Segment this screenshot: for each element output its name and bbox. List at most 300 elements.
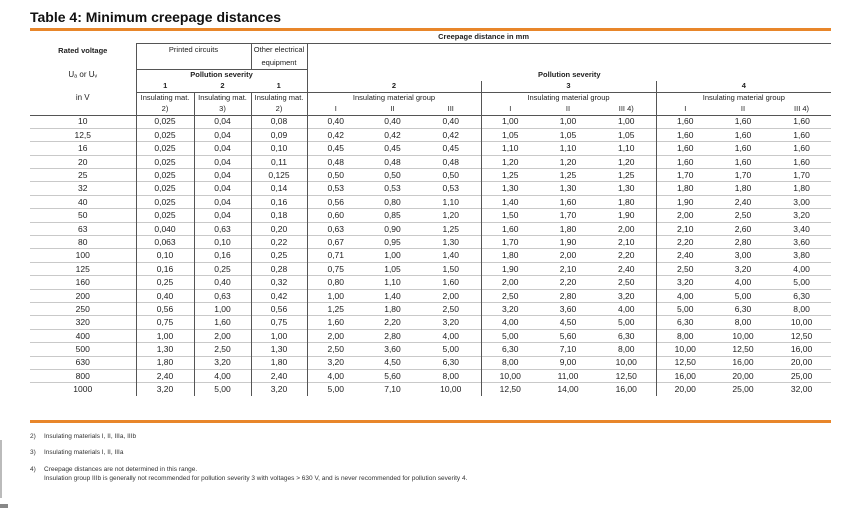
value-cell: 12,50 xyxy=(772,329,831,342)
pollution-severity-header: Pollution severity xyxy=(136,69,307,81)
value-cell: 1,90 xyxy=(539,236,597,249)
value-cell: 0,53 xyxy=(421,182,481,195)
value-cell: 8,00 xyxy=(656,329,714,342)
value-cell: 3,60 xyxy=(364,343,421,356)
value-cell: 1,60 xyxy=(481,222,539,235)
voltage-cell: 125 xyxy=(30,262,136,275)
value-cell: 0,56 xyxy=(136,302,194,315)
value-cell: 5,00 xyxy=(714,289,772,302)
value-cell: 12,50 xyxy=(714,343,772,356)
value-cell: 0,71 xyxy=(307,249,364,262)
value-cell: 16,00 xyxy=(772,343,831,356)
value-cell: 0,04 xyxy=(194,115,251,128)
value-cell: 32,00 xyxy=(772,383,831,396)
sub-header-cell: III xyxy=(421,104,481,116)
ins-group-4: Insulating material group xyxy=(656,92,831,104)
sub-header-cell: I xyxy=(481,104,539,116)
value-cell: 1,05 xyxy=(481,128,539,141)
sub-header-cell: II xyxy=(364,104,421,116)
voltage-cell: 32 xyxy=(30,182,136,195)
value-cell: 1,60 xyxy=(656,142,714,155)
value-cell: 4,00 xyxy=(307,369,364,382)
value-cell: 1,20 xyxy=(597,155,656,168)
sub-header-cell: 3) xyxy=(194,104,251,116)
voltage-cell: 16 xyxy=(30,142,136,155)
value-cell: 0,025 xyxy=(136,195,194,208)
value-cell: 0,04 xyxy=(194,169,251,182)
value-cell: 0,90 xyxy=(364,222,421,235)
value-cell: 1,60 xyxy=(421,276,481,289)
voltage-cell: 500 xyxy=(30,343,136,356)
value-cell: 4,50 xyxy=(364,356,421,369)
value-cell: 12,50 xyxy=(597,369,656,382)
value-cell: 2,20 xyxy=(597,249,656,262)
corner-mark xyxy=(0,504,8,508)
value-cell: 5,00 xyxy=(656,302,714,315)
value-cell: 2,50 xyxy=(307,343,364,356)
value-cell: 1,00 xyxy=(597,115,656,128)
value-cell: 4,00 xyxy=(597,302,656,315)
value-cell: 1,60 xyxy=(714,155,772,168)
value-cell: 1,60 xyxy=(714,115,772,128)
value-cell: 0,04 xyxy=(194,209,251,222)
value-cell: 6,30 xyxy=(421,356,481,369)
value-cell: 2,00 xyxy=(194,329,251,342)
sub-header-cell: 2) xyxy=(136,104,194,116)
table-row xyxy=(30,236,831,249)
value-cell: 1,25 xyxy=(481,169,539,182)
value-cell: 0,56 xyxy=(251,302,307,315)
voltage-cell: 80 xyxy=(30,236,136,249)
voltage-cell: 25 xyxy=(30,169,136,182)
value-cell: 0,85 xyxy=(364,209,421,222)
value-cell: 3,60 xyxy=(772,236,831,249)
value-cell: 1,70 xyxy=(772,169,831,182)
value-cell: 1,60 xyxy=(772,142,831,155)
voltage-cell: 160 xyxy=(30,276,136,289)
voltage-cell: 400 xyxy=(30,329,136,342)
value-cell: 1,00 xyxy=(251,329,307,342)
value-cell: 1,80 xyxy=(597,195,656,208)
value-cell: 3,20 xyxy=(194,356,251,369)
value-cell: 20,00 xyxy=(772,356,831,369)
value-cell: 9,00 xyxy=(539,356,597,369)
footnote-4: 4) Creepage distances are not determined in this range. xyxy=(30,466,198,473)
value-cell: 2,00 xyxy=(539,249,597,262)
value-cell: 0,40 xyxy=(364,115,421,128)
value-cell: 3,20 xyxy=(251,383,307,396)
left-edge-bar xyxy=(0,440,2,498)
voltage-cell: 630 xyxy=(30,356,136,369)
value-cell: 1,90 xyxy=(656,195,714,208)
value-cell: 0,20 xyxy=(251,222,307,235)
value-cell: 3,20 xyxy=(307,356,364,369)
severity-1a: 1 xyxy=(136,81,194,93)
value-cell: 0,18 xyxy=(251,209,307,222)
value-cell: 2,40 xyxy=(714,195,772,208)
value-cell: 1,60 xyxy=(656,128,714,141)
value-cell: 2,10 xyxy=(656,222,714,235)
value-cell: 0,025 xyxy=(136,169,194,182)
value-cell: 0,025 xyxy=(136,115,194,128)
value-cell: 2,80 xyxy=(364,329,421,342)
value-cell: 1,10 xyxy=(481,142,539,155)
value-cell: 1,60 xyxy=(194,316,251,329)
value-cell: 0,025 xyxy=(136,155,194,168)
value-cell: 0,040 xyxy=(136,222,194,235)
value-cell: 1,80 xyxy=(251,356,307,369)
value-cell: 10,00 xyxy=(656,343,714,356)
value-cell: 0,04 xyxy=(194,128,251,141)
uv-header: Uₐ or Uᵥ xyxy=(68,69,98,79)
value-cell: 20,00 xyxy=(656,383,714,396)
value-cell: 0,95 xyxy=(364,236,421,249)
sub-header-cell: III 4) xyxy=(772,104,831,116)
value-cell: 0,11 xyxy=(251,155,307,168)
value-cell: 1,80 xyxy=(539,222,597,235)
value-cell: 4,50 xyxy=(539,316,597,329)
table-row xyxy=(30,169,831,182)
table-row xyxy=(30,115,831,128)
value-cell: 1,80 xyxy=(481,249,539,262)
value-cell: 1,30 xyxy=(481,182,539,195)
severity-3: 3 xyxy=(481,81,656,93)
value-cell: 0,04 xyxy=(194,195,251,208)
table-row xyxy=(30,383,831,396)
value-cell: 1,30 xyxy=(421,236,481,249)
value-cell: 6,30 xyxy=(597,329,656,342)
value-cell: 14,00 xyxy=(539,383,597,396)
value-cell: 5,00 xyxy=(597,316,656,329)
table-row xyxy=(30,329,831,342)
value-cell: 7,10 xyxy=(364,383,421,396)
table-row xyxy=(30,262,831,275)
ins-group-2: Insulating material group xyxy=(307,92,481,104)
value-cell: 1,05 xyxy=(364,262,421,275)
voltage-cell: 100 xyxy=(30,249,136,262)
table-row xyxy=(30,249,831,262)
ins-mat-3: Insulating mat. xyxy=(251,92,307,104)
footnote-4-continued: Insulation group IIIb is generally not recommended for pollution severity 3 with voltages > 630 V, and is never recommended for pollution severity 4. xyxy=(44,475,468,482)
severity-2: 2 xyxy=(307,81,481,93)
value-cell: 2,50 xyxy=(481,289,539,302)
value-cell: 8,00 xyxy=(597,343,656,356)
value-cell: 0,04 xyxy=(194,142,251,155)
value-cell: 0,48 xyxy=(307,155,364,168)
other-electrical-header: Other electrical xyxy=(251,44,307,57)
value-cell: 8,00 xyxy=(714,316,772,329)
voltage-cell: 250 xyxy=(30,302,136,315)
table-row xyxy=(30,195,831,208)
voltage-cell: 200 xyxy=(30,289,136,302)
value-cell: 2,00 xyxy=(597,222,656,235)
table-title: Table 4: Minimum creepage distances xyxy=(30,9,282,25)
value-cell: 5,00 xyxy=(772,276,831,289)
value-cell: 1,30 xyxy=(539,182,597,195)
value-cell: 0,48 xyxy=(364,155,421,168)
value-cell: 8,00 xyxy=(772,302,831,315)
value-cell: 2,20 xyxy=(539,276,597,289)
value-cell: 10,00 xyxy=(421,383,481,396)
value-cell: 1,05 xyxy=(539,128,597,141)
value-cell: 4,00 xyxy=(194,369,251,382)
value-cell: 1,40 xyxy=(364,289,421,302)
value-cell: 1,50 xyxy=(481,209,539,222)
ins-group-3: Insulating material group xyxy=(481,92,656,104)
value-cell: 1,60 xyxy=(772,155,831,168)
value-cell: 0,80 xyxy=(307,276,364,289)
voltage-cell: 800 xyxy=(30,369,136,382)
value-cell: 2,00 xyxy=(656,209,714,222)
value-cell: 0,50 xyxy=(307,169,364,182)
value-cell: 2,40 xyxy=(656,249,714,262)
value-cell: 2,40 xyxy=(136,369,194,382)
value-cell: 0,40 xyxy=(136,289,194,302)
ins-mat-1: Insulating mat. xyxy=(136,92,194,104)
table-row xyxy=(30,356,831,369)
value-cell: 1,20 xyxy=(539,155,597,168)
value-cell: 0,063 xyxy=(136,236,194,249)
footnote-2: 2) Insulating materials I, II, IIIa, IIIb xyxy=(30,433,137,440)
value-cell: 0,75 xyxy=(307,262,364,275)
table-row xyxy=(30,142,831,155)
value-cell: 6,30 xyxy=(714,302,772,315)
value-cell: 2,40 xyxy=(597,262,656,275)
value-cell: 1,00 xyxy=(539,115,597,128)
value-cell: 6,30 xyxy=(772,289,831,302)
value-cell: 11,00 xyxy=(539,369,597,382)
value-cell: 0,025 xyxy=(136,209,194,222)
value-cell: 1,10 xyxy=(421,195,481,208)
value-cell: 0,63 xyxy=(194,222,251,235)
value-cell: 1,05 xyxy=(597,128,656,141)
value-cell: 2,40 xyxy=(251,369,307,382)
value-cell: 0,75 xyxy=(136,316,194,329)
value-cell: 3,20 xyxy=(772,209,831,222)
value-cell: 1,70 xyxy=(539,209,597,222)
value-cell: 0,28 xyxy=(251,262,307,275)
value-cell: 1,25 xyxy=(307,302,364,315)
value-cell: 1,10 xyxy=(539,142,597,155)
sub-header-cell: II xyxy=(714,104,772,116)
value-cell: 0,16 xyxy=(251,195,307,208)
voltage-cell: 10 xyxy=(30,115,136,128)
value-cell: 1,20 xyxy=(421,209,481,222)
rated-voltage-header: Rated voltage xyxy=(58,46,108,56)
value-cell: 25,00 xyxy=(714,383,772,396)
table-row xyxy=(30,209,831,222)
value-cell: 10,00 xyxy=(481,369,539,382)
value-cell: 0,40 xyxy=(421,115,481,128)
value-cell: 1,00 xyxy=(481,115,539,128)
table-row xyxy=(30,289,831,302)
value-cell: 2,20 xyxy=(656,236,714,249)
value-cell: 2,00 xyxy=(481,276,539,289)
value-cell: 1,00 xyxy=(194,302,251,315)
table-row xyxy=(30,128,831,141)
value-cell: 0,025 xyxy=(136,142,194,155)
value-cell: 2,10 xyxy=(597,236,656,249)
value-cell: 0,56 xyxy=(307,195,364,208)
value-cell: 0,40 xyxy=(307,115,364,128)
value-cell: 0,53 xyxy=(307,182,364,195)
value-cell: 3,20 xyxy=(656,276,714,289)
value-cell: 0,32 xyxy=(251,276,307,289)
value-cell: 0,45 xyxy=(421,142,481,155)
value-cell: 2,50 xyxy=(194,343,251,356)
table-row xyxy=(30,302,831,315)
value-cell: 0,75 xyxy=(251,316,307,329)
value-cell: 2,50 xyxy=(656,262,714,275)
value-cell: 2,80 xyxy=(714,236,772,249)
value-cell: 12,50 xyxy=(656,356,714,369)
value-cell: 1,60 xyxy=(772,128,831,141)
value-cell: 1,10 xyxy=(597,142,656,155)
voltage-cell: 320 xyxy=(30,316,136,329)
value-cell: 0,80 xyxy=(364,195,421,208)
value-cell: 0,40 xyxy=(194,276,251,289)
value-cell: 5,00 xyxy=(421,343,481,356)
value-cell: 12,50 xyxy=(481,383,539,396)
voltage-cell: 40 xyxy=(30,195,136,208)
value-cell: 0,45 xyxy=(307,142,364,155)
value-cell: 0,10 xyxy=(136,249,194,262)
bottom-rule xyxy=(30,420,831,423)
value-cell: 0,025 xyxy=(136,182,194,195)
value-cell: 3,60 xyxy=(539,302,597,315)
footnote-3: 3) Insulating materials I, II, IIIa xyxy=(30,449,124,456)
table-row xyxy=(30,182,831,195)
value-cell: 1,80 xyxy=(656,182,714,195)
value-cell: 2,00 xyxy=(421,289,481,302)
value-cell: 1,40 xyxy=(421,249,481,262)
value-cell: 0,53 xyxy=(364,182,421,195)
value-cell: 2,80 xyxy=(539,289,597,302)
value-cell: 0,14 xyxy=(251,182,307,195)
value-cell: 1,60 xyxy=(772,115,831,128)
voltage-cell: 12,5 xyxy=(30,128,136,141)
value-cell: 1,25 xyxy=(421,222,481,235)
table-row xyxy=(30,155,831,168)
in-v-header: in V xyxy=(75,92,90,102)
value-cell: 2,10 xyxy=(539,262,597,275)
value-cell: 1,90 xyxy=(597,209,656,222)
value-cell: 0,45 xyxy=(364,142,421,155)
table-row xyxy=(30,343,831,356)
value-cell: 0,50 xyxy=(364,169,421,182)
ins-mat-2: Insulating mat. xyxy=(194,92,251,104)
value-cell: 0,22 xyxy=(251,236,307,249)
value-cell: 4,00 xyxy=(772,262,831,275)
value-cell: 6,30 xyxy=(656,316,714,329)
value-cell: 1,30 xyxy=(136,343,194,356)
value-cell: 4,00 xyxy=(714,276,772,289)
value-cell: 5,00 xyxy=(481,329,539,342)
value-cell: 0,09 xyxy=(251,128,307,141)
sub-header-cell: I xyxy=(656,104,714,116)
value-cell: 1,60 xyxy=(656,115,714,128)
value-cell: 0,10 xyxy=(194,236,251,249)
creepage-header: Creepage distance in mm xyxy=(136,31,831,44)
value-cell: 0,42 xyxy=(251,289,307,302)
value-cell: 1,00 xyxy=(364,249,421,262)
value-cell: 1,00 xyxy=(136,329,194,342)
value-cell: 0,16 xyxy=(194,249,251,262)
value-cell: 1,00 xyxy=(307,289,364,302)
value-cell: 0,04 xyxy=(194,182,251,195)
value-cell: 1,25 xyxy=(539,169,597,182)
sub-header-cell: III 4) xyxy=(597,104,656,116)
value-cell: 2,50 xyxy=(714,209,772,222)
value-cell: 16,00 xyxy=(656,369,714,382)
value-cell: 1,60 xyxy=(539,195,597,208)
value-cell: 3,80 xyxy=(772,249,831,262)
value-cell: 0,48 xyxy=(421,155,481,168)
value-cell: 0,67 xyxy=(307,236,364,249)
value-cell: 0,25 xyxy=(194,262,251,275)
value-cell: 20,00 xyxy=(714,369,772,382)
value-cell: 3,20 xyxy=(421,316,481,329)
value-cell: 3,20 xyxy=(597,289,656,302)
value-cell: 16,00 xyxy=(714,356,772,369)
value-cell: 6,30 xyxy=(481,343,539,356)
value-cell: 3,40 xyxy=(772,222,831,235)
value-cell: 1,80 xyxy=(364,302,421,315)
value-cell: 0,42 xyxy=(364,128,421,141)
value-cell: 0,50 xyxy=(421,169,481,182)
value-cell: 3,20 xyxy=(136,383,194,396)
voltage-cell: 20 xyxy=(30,155,136,168)
value-cell: 4,00 xyxy=(481,316,539,329)
value-cell: 2,50 xyxy=(597,276,656,289)
table-row xyxy=(30,316,831,329)
value-cell: 2,50 xyxy=(421,302,481,315)
value-cell: 1,60 xyxy=(307,316,364,329)
value-cell: 3,20 xyxy=(481,302,539,315)
value-cell: 7,10 xyxy=(539,343,597,356)
value-cell: 1,60 xyxy=(714,142,772,155)
value-cell: 1,70 xyxy=(714,169,772,182)
value-cell: 1,70 xyxy=(481,236,539,249)
severity-4: 4 xyxy=(656,81,831,93)
printed-circuits-header: Printed circuits xyxy=(136,44,251,57)
value-cell: 1,10 xyxy=(364,276,421,289)
equipment-header: equipment xyxy=(251,56,307,69)
value-cell: 5,60 xyxy=(539,329,597,342)
value-cell: 1,30 xyxy=(251,343,307,356)
value-cell: 8,00 xyxy=(421,369,481,382)
value-cell: 2,20 xyxy=(364,316,421,329)
value-cell: 4,00 xyxy=(421,329,481,342)
value-cell: 5,60 xyxy=(364,369,421,382)
value-cell: 1,50 xyxy=(421,262,481,275)
value-cell: 0,025 xyxy=(136,128,194,141)
value-cell: 1,70 xyxy=(656,169,714,182)
value-cell: 25,00 xyxy=(772,369,831,382)
value-cell: 1,20 xyxy=(481,155,539,168)
value-cell: 0,60 xyxy=(307,209,364,222)
sub-header-cell: 2) xyxy=(251,104,307,116)
severity-2a: 2 xyxy=(220,81,225,91)
value-cell: 10,00 xyxy=(772,316,831,329)
value-cell: 1,25 xyxy=(597,169,656,182)
value-cell: 0,125 xyxy=(251,169,307,182)
pollution-severity-right-header: Pollution severity xyxy=(307,69,831,81)
value-cell: 1,80 xyxy=(714,182,772,195)
value-cell: 0,16 xyxy=(136,262,194,275)
creepage-table xyxy=(30,31,831,396)
value-cell: 0,63 xyxy=(194,289,251,302)
